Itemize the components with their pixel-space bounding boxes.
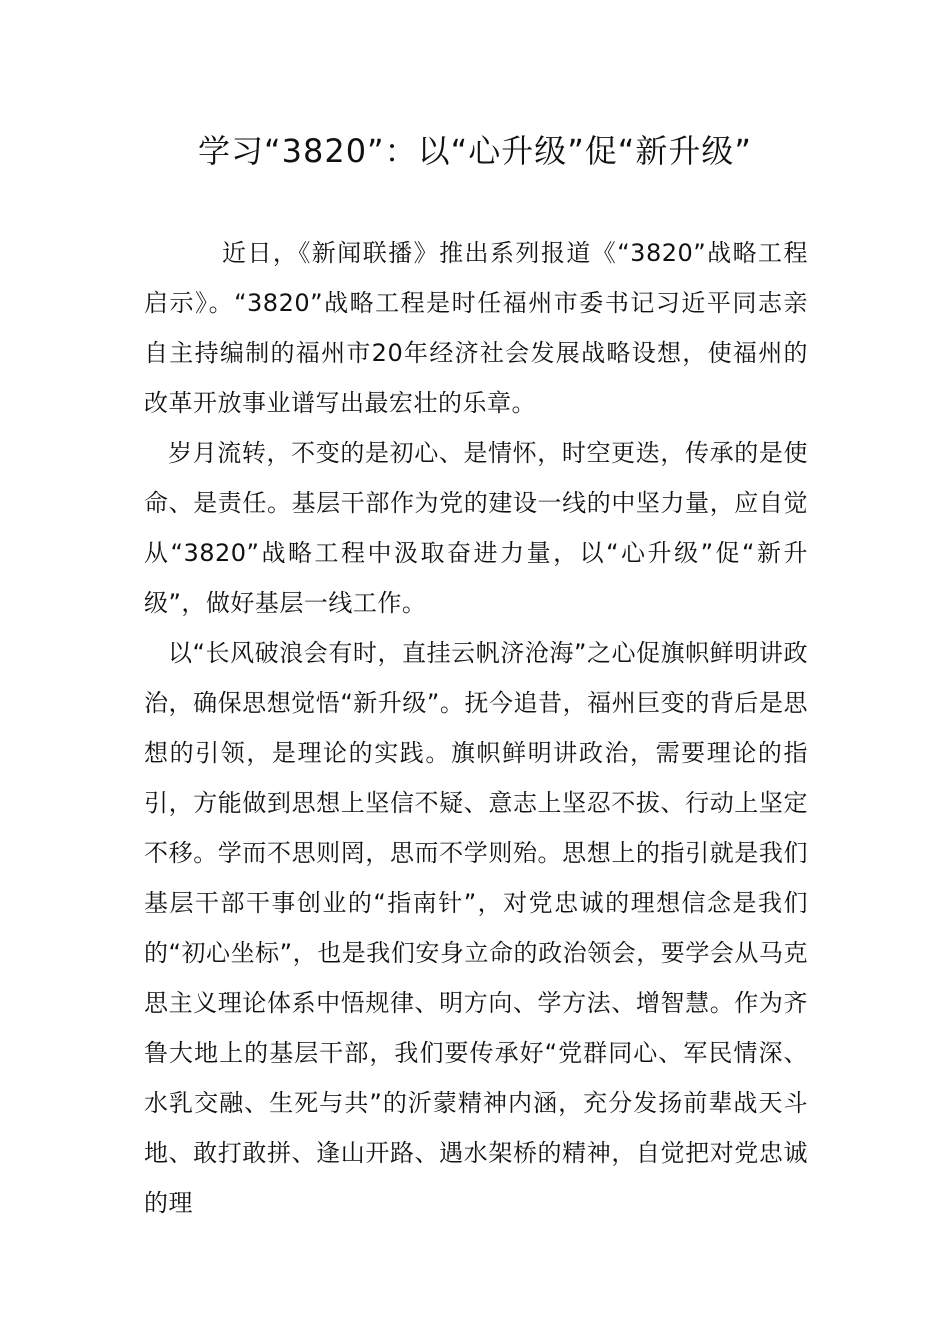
document-title: 学习“3820”：以“心升级”促“新升级”: [198, 132, 752, 170]
paragraph-mission: 岁月流转，不变的是初心、是情怀，时空更迭，传承的是使命、是责任。基层干部作为党的建设一线的中坚力量，应自觉从“3820”战略工程中汲取奋进力量，以“心升级”促“新升级”，做好基层一线工作。: [144, 439, 808, 617]
paragraph-intro: 近日，《新闻联播》推出系列报道《“3820”战略工程启示》。“3820”战略工程是时任福州市委书记习近平同志亲自主持编制的福州市20年经济社会发展战略设想，使福州的改革开放事业谱写出最宏壮的乐章。: [144, 239, 808, 417]
paragraph-politics: 以“长风破浪会有时，直挂云帆济沧海”之心促旗帜鲜明讲政治，确保思想觉悟“新升级”。抚今追昔，福州巨变的背后是思想的引领，是理论的实践。旗帜鲜明讲政治，需要理论的指引，方能做到思想上坚信不疑、意志上坚忍不拔、行动上坚定不移。学而不思则罔，思而不学则殆。思想上的指引就是我们基层干部干事创业的“指南针”，对党忠诚的理想信念是我们的“初心坐标”，也是我们安身立命的政治领会，要学会从马克思主义理论体系中悟规律、明方向、学方法、增智慧。作为齐鲁大地上的基层干部，我们要传承好“党群同心、军民情深、水乳交融、生死与共”的沂蒙精神内涵，充分发扬前辈战天斗地、敢打敢拼、逢山开路、遇水架桥的精神，自觉把对党忠诚的理: [144, 639, 808, 1217]
document-body: [144, 228, 808, 1228]
